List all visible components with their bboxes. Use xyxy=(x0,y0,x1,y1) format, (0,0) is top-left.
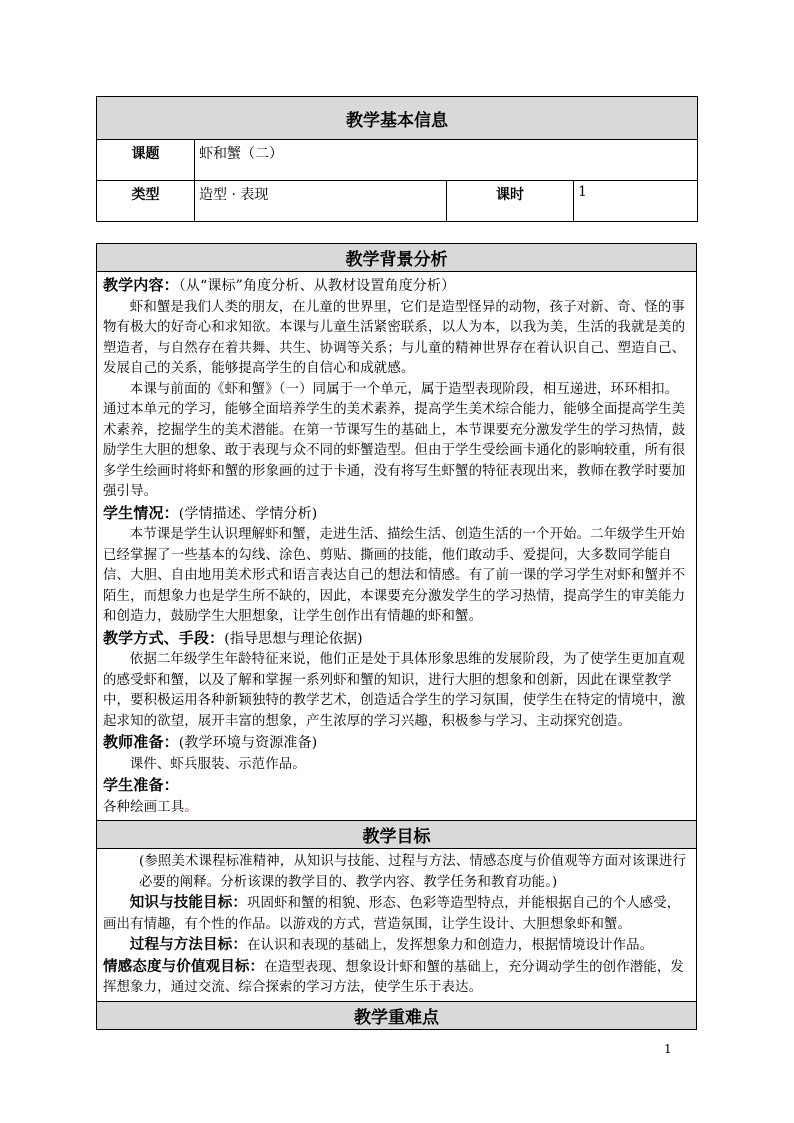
objectives-gloss: (参照美术课程标准精神，从知识与技能、过程与方法、情感态度与价值观等方面对该课进行必要的阐释。分析该课的教学目的、教学内容、教学任务和教育功能。) xyxy=(139,854,686,890)
basic-info-table xyxy=(96,96,698,222)
student-prep-heading: 学生准备： xyxy=(103,776,179,794)
teacher-heading: 教师准备：(教学环境与资源准备) xyxy=(103,733,318,751)
student-heading: 学生情况：(学情描述、学情分析) xyxy=(103,503,318,522)
type-value: 造型 · 表现 xyxy=(195,181,447,222)
student-paragraph: 本节课是学生认识理解虾和蟹，走进生活、描绘生活、创造生活的一个开始。二年级学生开始已经掌握了一些基本的勾线、涂色、剪贴、撕画的技能，他们敢动手、爱提问，大多数同学能自信、大胆、自由地用美术形式和语言表达自己的想法和情感。有了前一课的学习学生对虾和蟹并不陌生，而想象力也是学生所不缺的，因此，本课要充分激发学生的学习热情，提高学生的审美能力和创造力，鼓励学生大胆想象，让学生创作出有情趣的虾和蟹。 xyxy=(103,527,686,624)
background-body xyxy=(97,272,697,821)
method-paragraph: 依据二年级学生年龄特征来说，他们正是处于具体形象思维的发展阶段，为了使学生更加直观的感受虾和蟹，以及了解和掌握一系列虾和蟹的知识，进行大胆的想象和创新，因此在课堂教学中，要积极运用各种新颖独特的教学艺术，创造适合学生的学习氛围，使学生在特定的情境中，激起求知的欲望，展开丰富的想象，产生浓厚的学习兴趣，积极参与学习、主动探究创造。 xyxy=(103,652,686,729)
emotion-goal: 情感态度与价值观目标：在造型表现、想象设计虾和蟹的基础上，充分调动学生的创作潜能，发挥想象力，通过交流、综合探索的学习方法，使学生乐于表达。 xyxy=(103,957,684,995)
keypoints-title: 教学重难点 xyxy=(97,1001,697,1029)
analysis-table xyxy=(96,243,697,1030)
hours-value: 1 xyxy=(574,181,698,222)
basic-info-title: 教学基本信息 xyxy=(97,97,698,140)
hours-label: 课时 xyxy=(447,181,574,222)
type-label: 类型 xyxy=(97,181,195,222)
topic-label: 课题 xyxy=(97,140,195,181)
objectives-body xyxy=(97,849,697,1002)
knowledge-goal: 知识与技能目标：巩固虾和蟹的相貌、形态、色彩等造型特点，并能根据自己的个人感受，画出有情趣，有个性的作品。以游戏的方式，营造氛围，让学生设计、大胆想象虾和蟹。 xyxy=(103,894,681,932)
student-prep-paragraph: 各种绘画工具。 xyxy=(103,799,198,815)
content-paragraph-2: 本课与前面的《虾和蟹》（一）同属于一个单元，属于造型表现阶段，相互递进，环环相扣。通过本单元的学习，能够全面培养学生的美术素养，提高学生美术综合能力，能够全面提高学生美术素养，挖掘学生的美术潜能。在第一节课写生的基础上，本节课要充分激发学生的学习热情，鼓励学生大胆的想象、敢于表现与众不同的虾蟹造型。但由于学生受绘画卡通化的影响较重，所有很多学生绘画时将虾和蟹的形象画的过于卡通，没有将写生虾蟹的特征表现出来，教师在教学时要加强引导。 xyxy=(103,381,686,499)
content-heading: 教学内容：（从“课标”角度分析、从教材设置角度分析） xyxy=(103,276,456,294)
method-heading: 教学方式、手段：(指导思想与理论依据) xyxy=(103,628,363,647)
teacher-paragraph: 课件、虾兵服装、示范作品。 xyxy=(129,756,306,772)
process-goal: 过程与方法目标：在认识和表现的基础上，发挥想象力和创造力，根据情境设计作品。 xyxy=(129,936,654,953)
content-paragraph-1: 虾和蟹是我们人类的朋友，在儿童的世界里，它们是造型怪异的动物，孩子对新、奇、怪的事物有极大的好奇心和求知欲。本课与儿童生活紧密联系，以人为本，以我为美，生活的我就是美的塑造者，与自然存在着共舞、共生、协调等关系；与儿童的精神世界存在着认识自己、塑造自己、发展自己的关系，能够提高学生的自信心和成就感。 xyxy=(103,299,686,376)
objectives-title: 教学目标 xyxy=(97,821,697,849)
page-number: 1 xyxy=(664,1042,672,1056)
background-title: 教学背景分析 xyxy=(97,244,697,272)
topic-value: 虾和蟹（二） xyxy=(195,140,698,181)
